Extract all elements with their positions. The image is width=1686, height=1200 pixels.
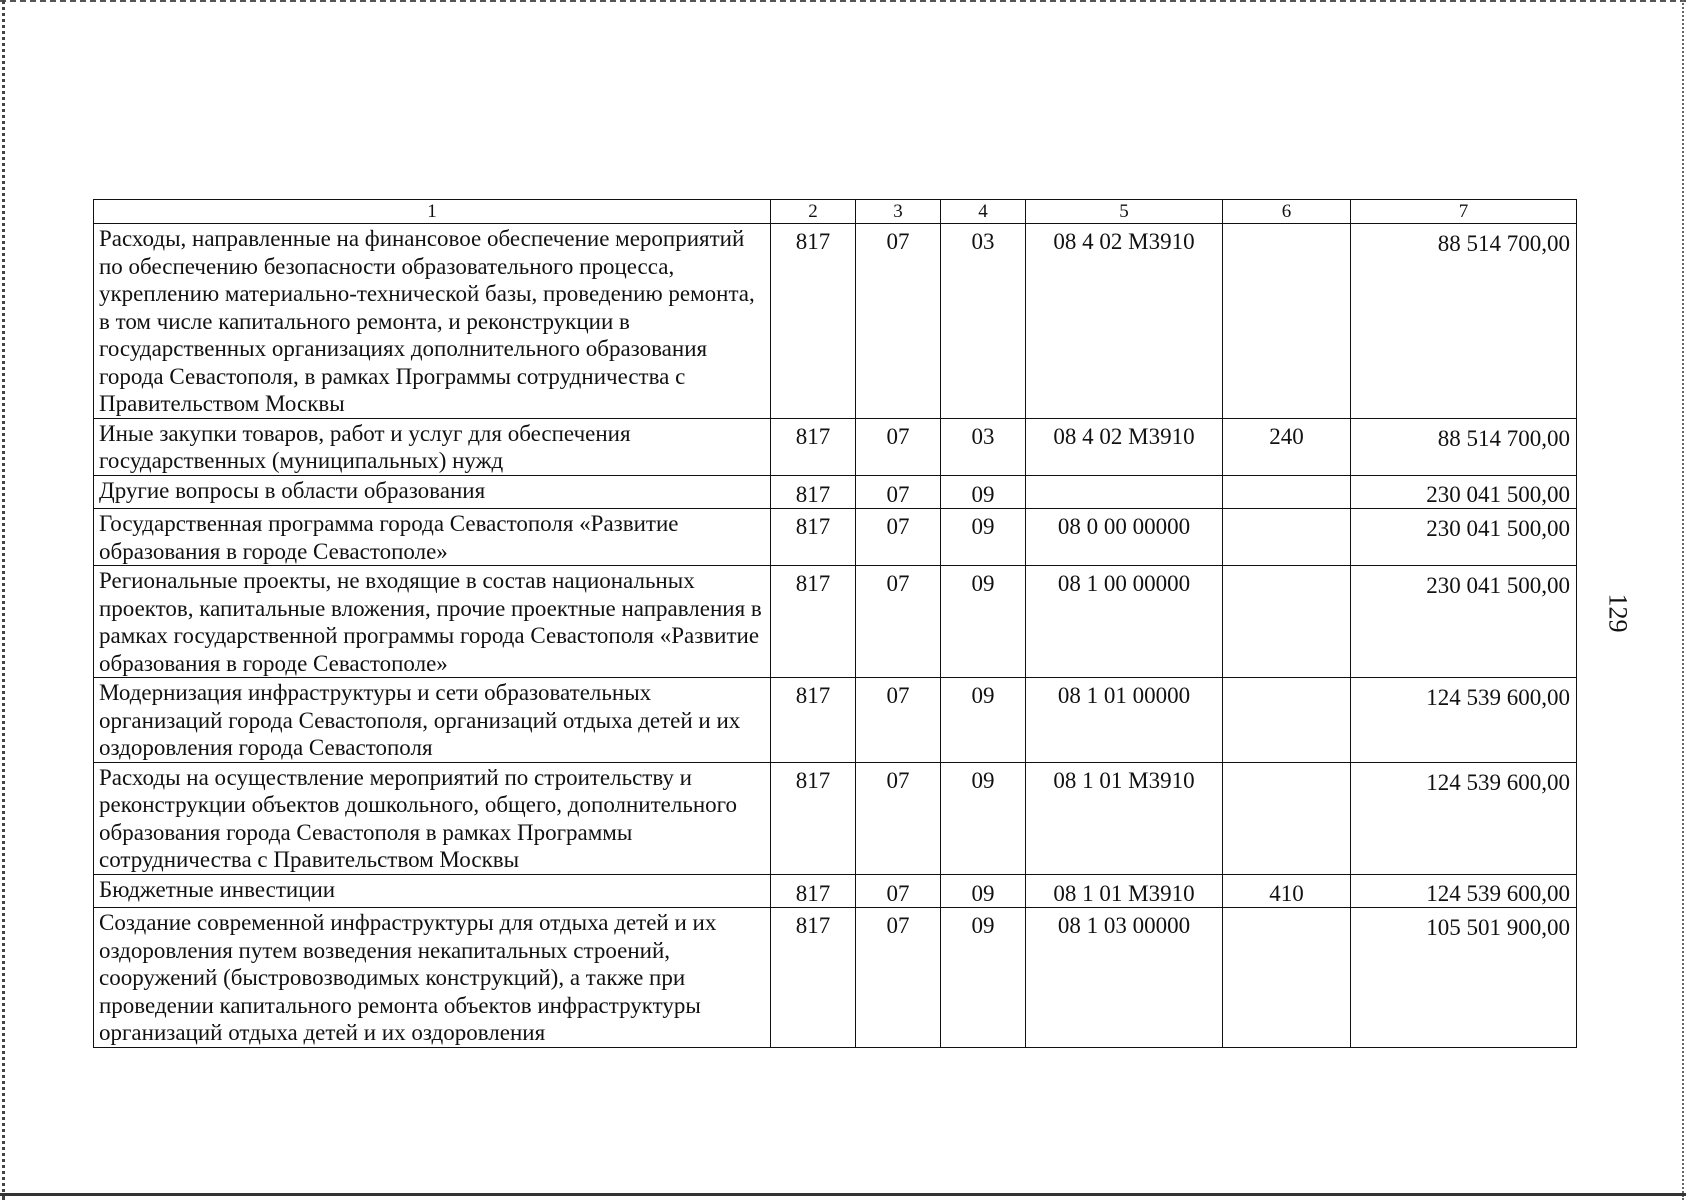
target-article-code: 08 1 01 М3910 [1026, 762, 1223, 874]
section-code: 07 [856, 762, 941, 874]
expense-name: Расходы на осуществление мероприятий по строительству и реконструкции объектов дошкольного, общего, дополнительного образования города Севастополя в рамках Программы сотрудничества с Правительством Москвы [94, 762, 771, 874]
table-row [94, 874, 1577, 908]
subsection-code: 03 [941, 224, 1026, 419]
amount: 88 514 700,00 [1351, 418, 1577, 475]
expense-name: Региональные проекты, не входящие в состав национальных проектов, капитальные вложения, прочие проектные направления в рамках государственной программы города Севастополя «Развитие образования в городе Севастополе» [94, 566, 771, 678]
table-row [94, 418, 1577, 475]
subsection-code: 03 [941, 418, 1026, 475]
column-number-row [94, 200, 1577, 224]
column-number: 1 [94, 200, 771, 224]
section-code: 07 [856, 678, 941, 763]
expense-type-code: 410 [1223, 874, 1351, 908]
expense-type-code [1223, 566, 1351, 678]
budget-table [93, 199, 1577, 1048]
subsection-code: 09 [941, 874, 1026, 908]
target-article-code: 08 1 01 00000 [1026, 678, 1223, 763]
column-number: 2 [771, 200, 856, 224]
expense-name: Бюджетные инвестиции [94, 874, 771, 908]
subsection-code: 09 [941, 475, 1026, 509]
ministry-code: 817 [771, 678, 856, 763]
column-number: 7 [1351, 200, 1577, 224]
expense-name: Другие вопросы в области образования [94, 475, 771, 509]
section-code: 07 [856, 509, 941, 566]
ministry-code: 817 [771, 566, 856, 678]
target-article-code [1026, 475, 1223, 509]
expense-name: Расходы, направленные на финансовое обеспечение мероприятий по обеспечению безопасности образовательного процесса, укреплению материально-технической базы, проведению ремонта, в том числе капитального ремонта, и реконструкции в государственных организациях дополнительного образования города Севастополя, в рамках Программы сотрудничества с Правительством Москвы [94, 224, 771, 419]
table-row [94, 509, 1577, 566]
subsection-code: 09 [941, 762, 1026, 874]
section-code: 07 [856, 874, 941, 908]
table-row [94, 678, 1577, 763]
expense-type-code [1223, 908, 1351, 1048]
scan-edge-right [1679, 0, 1684, 1200]
expense-type-code [1223, 475, 1351, 509]
amount: 230 041 500,00 [1351, 566, 1577, 678]
expense-name: Создание современной инфраструктуры для отдыха детей и их оздоровления путем возведения некапитальных строений, сооружений (быстровозводимых конструкций), а также при проведении капитального ремонта объектов инфраструктуры организаций отдыха детей и их оздоровления [94, 908, 771, 1048]
table-row [94, 566, 1577, 678]
column-number: 5 [1026, 200, 1223, 224]
target-article-code: 08 1 00 00000 [1026, 566, 1223, 678]
table-row [94, 224, 1577, 419]
amount: 124 539 600,00 [1351, 762, 1577, 874]
scan-edge-top [0, 0, 1686, 8]
ministry-code: 817 [771, 874, 856, 908]
expense-name: Государственная программа города Севастополя «Развитие образования в городе Севастополе» [94, 509, 771, 566]
column-number: 4 [941, 200, 1026, 224]
subsection-code: 09 [941, 908, 1026, 1048]
scan-edge-bottom [0, 1193, 1686, 1196]
expense-type-code [1223, 762, 1351, 874]
target-article-code: 08 1 01 М3910 [1026, 874, 1223, 908]
target-article-code: 08 4 02 М3910 [1026, 418, 1223, 475]
expense-type-code [1223, 224, 1351, 419]
target-article-code: 08 4 02 М3910 [1026, 224, 1223, 419]
ministry-code: 817 [771, 418, 856, 475]
ministry-code: 817 [771, 908, 856, 1048]
table-row [94, 908, 1577, 1048]
expense-name: Иные закупки товаров, работ и услуг для обеспечения государственных (муниципальных) нужд [94, 418, 771, 475]
section-code: 07 [856, 475, 941, 509]
amount: 124 539 600,00 [1351, 678, 1577, 763]
expense-name: Модернизация инфраструктуры и сети образовательных организаций города Севастополя, организаций отдыха детей и их оздоровления города Севастополя [94, 678, 771, 763]
amount: 88 514 700,00 [1351, 224, 1577, 419]
section-code: 07 [856, 566, 941, 678]
section-code: 07 [856, 224, 941, 419]
ministry-code: 817 [771, 224, 856, 419]
subsection-code: 09 [941, 566, 1026, 678]
target-article-code: 08 0 00 00000 [1026, 509, 1223, 566]
section-code: 07 [856, 908, 941, 1048]
section-code: 07 [856, 418, 941, 475]
ministry-code: 817 [771, 509, 856, 566]
page-number: 129 [1603, 593, 1633, 633]
expense-type-code [1223, 678, 1351, 763]
scan-edge-left [2, 0, 8, 1200]
expense-type-code: 240 [1223, 418, 1351, 475]
column-number: 3 [856, 200, 941, 224]
ministry-code: 817 [771, 762, 856, 874]
subsection-code: 09 [941, 509, 1026, 566]
subsection-code: 09 [941, 678, 1026, 763]
amount: 230 041 500,00 [1351, 509, 1577, 566]
expense-type-code [1223, 509, 1351, 566]
column-number: 6 [1223, 200, 1351, 224]
amount: 230 041 500,00 [1351, 475, 1577, 509]
table-row [94, 475, 1577, 509]
target-article-code: 08 1 03 00000 [1026, 908, 1223, 1048]
table-row [94, 762, 1577, 874]
amount: 105 501 900,00 [1351, 908, 1577, 1048]
ministry-code: 817 [771, 475, 856, 509]
amount: 124 539 600,00 [1351, 874, 1577, 908]
